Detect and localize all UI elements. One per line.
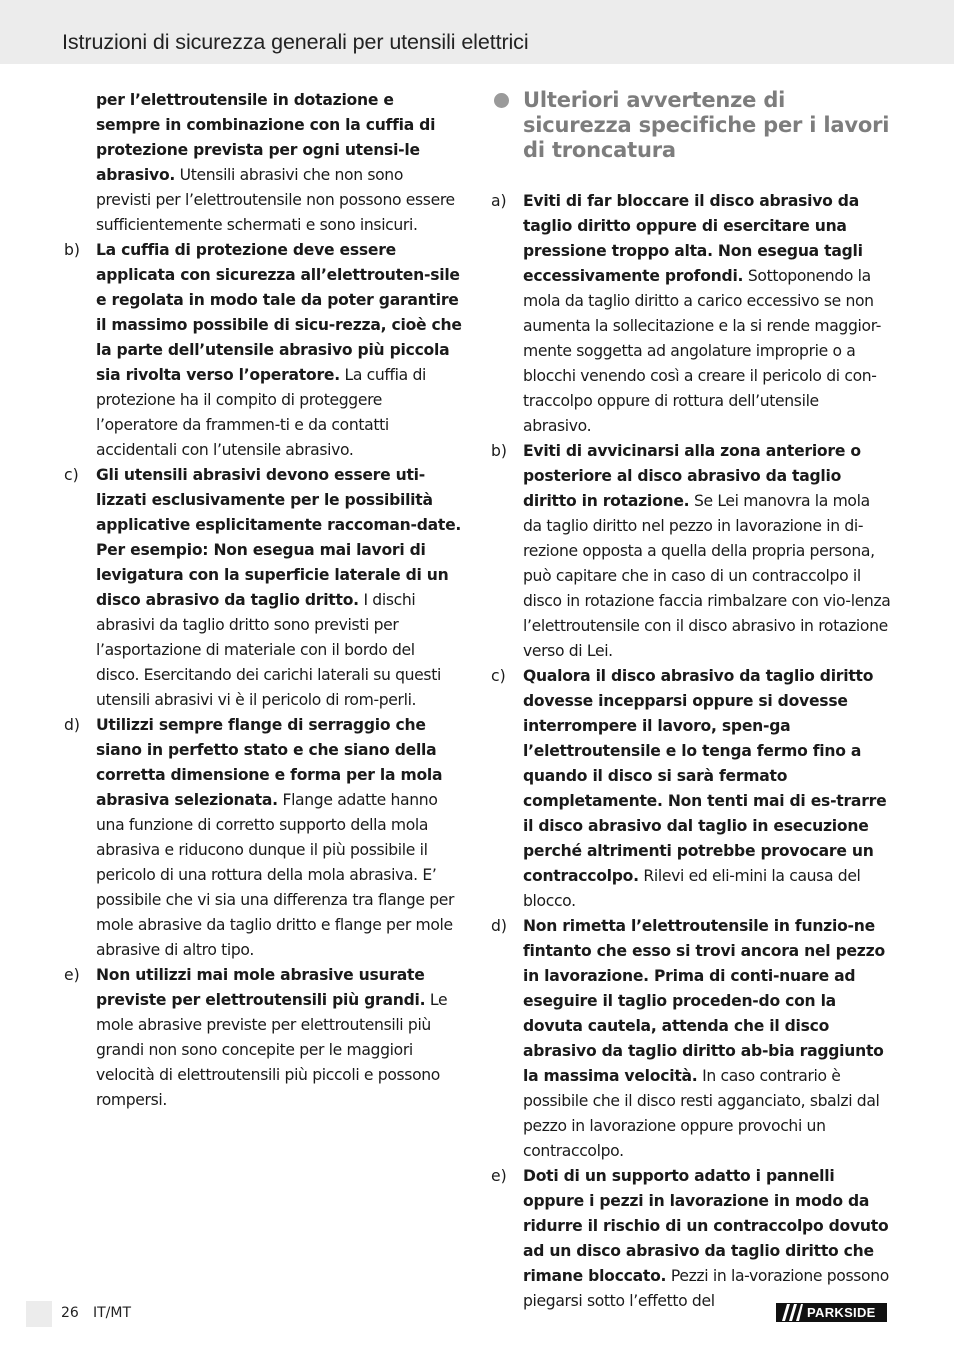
logo-text: PARKSIDE — [807, 1305, 876, 1320]
list-item-label: d) — [64, 716, 80, 734]
list-item — [62, 463, 462, 713]
page-number: 26 — [61, 1305, 79, 1321]
left-column — [62, 88, 462, 1113]
logo-stripes-icon — [779, 1303, 803, 1322]
section-title: Ulteriori avvertenze di sicurezza specifiche per i lavori di troncatura — [523, 88, 890, 162]
continued-paragraph-bold: per l’elettroutensile in dotazione e sempre in combinazione con la cuffia di protezione prevista per ogni utensi-le abrasivo. — [96, 91, 436, 184]
list-item-label: c) — [491, 667, 506, 685]
list-item-label: b) — [491, 442, 507, 460]
list-item-bold: Gli utensili abrasivi devono essere uti-lizzati esclusivamente per le possibilità applicative esplicitamente raccoman-date. Per esempio: Non esegua mai lavori di levigatura con la superficie laterale di un disco abrasivo da taglio dritto. — [96, 466, 462, 609]
list-item-bold: Doti di un supporto adatto i pannelli oppure i pezzi in lavorazione in modo da ridurre il rischio di un contraccolpo dovuto ad un disco abrasivo da taglio diritto che rimane bloccato. — [523, 1167, 889, 1285]
list-item-bold: La cuffia di protezione deve essere applicata con sicurezza all’elettrouten-sile e regolata in modo tale da poter garantire il massimo possibile di sicu-rezza, cioè che la parte dell’utensile abrasivo più piccola sia rivolta verso l’operatore. — [96, 241, 462, 384]
continued-paragraph — [62, 88, 462, 238]
list-item — [62, 713, 462, 963]
list-item-text: Se Lei manovra la mola da taglio diritto nel pezzo in lavorazione in di-rezione opposta a quella della propria persona, può capitare che in caso di un contraccolpo il disco in rotazione faccia rimbalzare con vio-lenza l’elettroutensile con il disco abrasivo in rotazione verso di Lei. — [523, 492, 891, 660]
list-item-bold: Eviti di far bloccare il disco abrasivo da taglio diritto oppure di esercitare una pressione troppo alta. Non esegua tagli eccessivamente profondi. — [523, 192, 863, 285]
list-item-text: In caso contrario è possibile che il disco resti agganciato, sbalzi dal pezzo in lavorazione oppure provochi un contraccolpo. — [523, 1067, 880, 1160]
right-column — [489, 88, 891, 1314]
list-item-bold: Utilizzi sempre flange di serraggio che siano in perfetto stato e che siano della corretta dimensione e forma per la mola abrasiva selezionata. — [96, 716, 443, 809]
list-item — [489, 439, 891, 664]
bullet-icon — [494, 93, 509, 108]
list-item-bold: Non rimetta l’elettroutensile in funzio-ne fintanto che esso si trovi ancora nel pezzo in lavorazione. Prima di conti-nuare ad eseguire il taglio proceden-do con la dovuta cautela, attenda che il disco abrasivo da taglio diritto ab-bia raggiunto la massima velocità. — [523, 917, 885, 1085]
list-item-label: a) — [491, 192, 507, 210]
page-title: Istruzioni di sicurezza generali per utensili elettrici — [62, 30, 529, 54]
section-heading — [489, 88, 891, 163]
list-item — [489, 914, 891, 1164]
list-item-label: b) — [64, 241, 80, 259]
language-code: IT/MT — [93, 1305, 132, 1321]
list-item — [62, 238, 462, 463]
list-item-text: I dischi abrasivi da taglio dritto sono previsti per l’asportazione di materiale con il bordo del disco. Esercitando dei carichi laterali su questi utensili abrasivi vi è il pericolo di rom-perli. — [96, 591, 441, 709]
list-item-text: Rilevi ed eli-mini la causa del blocco. — [523, 867, 861, 910]
list-item-bold: Qualora il disco abrasivo da taglio diritto dovesse incepparsi oppure si dovesse interrompere il lavoro, spen-ga l’elettroutensile e lo tenga fermo fino a quando il disco si sarà fermato completamente. Non tenti mai di es-trarre il disco abrasivo dal taglio in esecuzione perché altrimenti potrebbe provocare un contraccolpo. — [523, 667, 887, 885]
list-item-text: Le mole abrasive previste per elettroutensili più grandi non sono concepite per le maggiori velocità di elettroutensili più piccoli e possono rompersi. — [96, 991, 448, 1109]
footer-marker — [26, 1301, 52, 1327]
list-item-text: Pezzi in la-vorazione possono piegarsi sotto l’effetto del — [523, 1267, 889, 1310]
list-item — [489, 189, 891, 439]
continued-paragraph-text: Utensili abrasivi che non sono previsti per l’elettroutensile non possono essere sufficientemente schermati e sono insicuri. — [96, 166, 455, 234]
list-item-label: c) — [64, 466, 79, 484]
list-item-text: La cuffia di protezione ha il compito di proteggere l’operatore da frammen-ti e da contatti accidentali con l’utensile abrasivo. — [96, 366, 427, 459]
list-item-text: Flange adatte hanno una funzione di corretto supporto della mola abrasiva e riducono dunque il più possibile il pericolo di una rottura della mola abrasiva. E’ possibile che vi sia una differenza tra flange per mole abrasive da taglio dritto e flange per mole abrasive di altro tipo. — [96, 791, 455, 959]
list-item — [489, 664, 891, 914]
page-header — [0, 0, 954, 64]
list-item-label: e) — [64, 966, 80, 984]
brand-logo — [776, 1303, 887, 1322]
list-item-label: d) — [491, 917, 507, 935]
list-item — [62, 963, 462, 1113]
list-item-label: e) — [491, 1167, 507, 1185]
list-item-bold: Eviti di avvicinarsi alla zona anteriore o posteriore al disco abrasivo da taglio diritto in rotazione. — [523, 442, 861, 510]
list-item-text: Sottoponendo la mola da taglio diritto a carico eccessivo se non aumenta la sollecitazione e la si rende maggior-mente soggetta ad angolature improprie o a blocchi venendo così a creare il pericolo di con-traccolpo oppure di rottura dell’utensile abrasivo. — [523, 267, 882, 435]
list-item-bold: Non utilizzi mai mole abrasive usurate previste per elettroutensili più grandi. — [96, 966, 426, 1009]
list-item — [489, 1164, 891, 1314]
